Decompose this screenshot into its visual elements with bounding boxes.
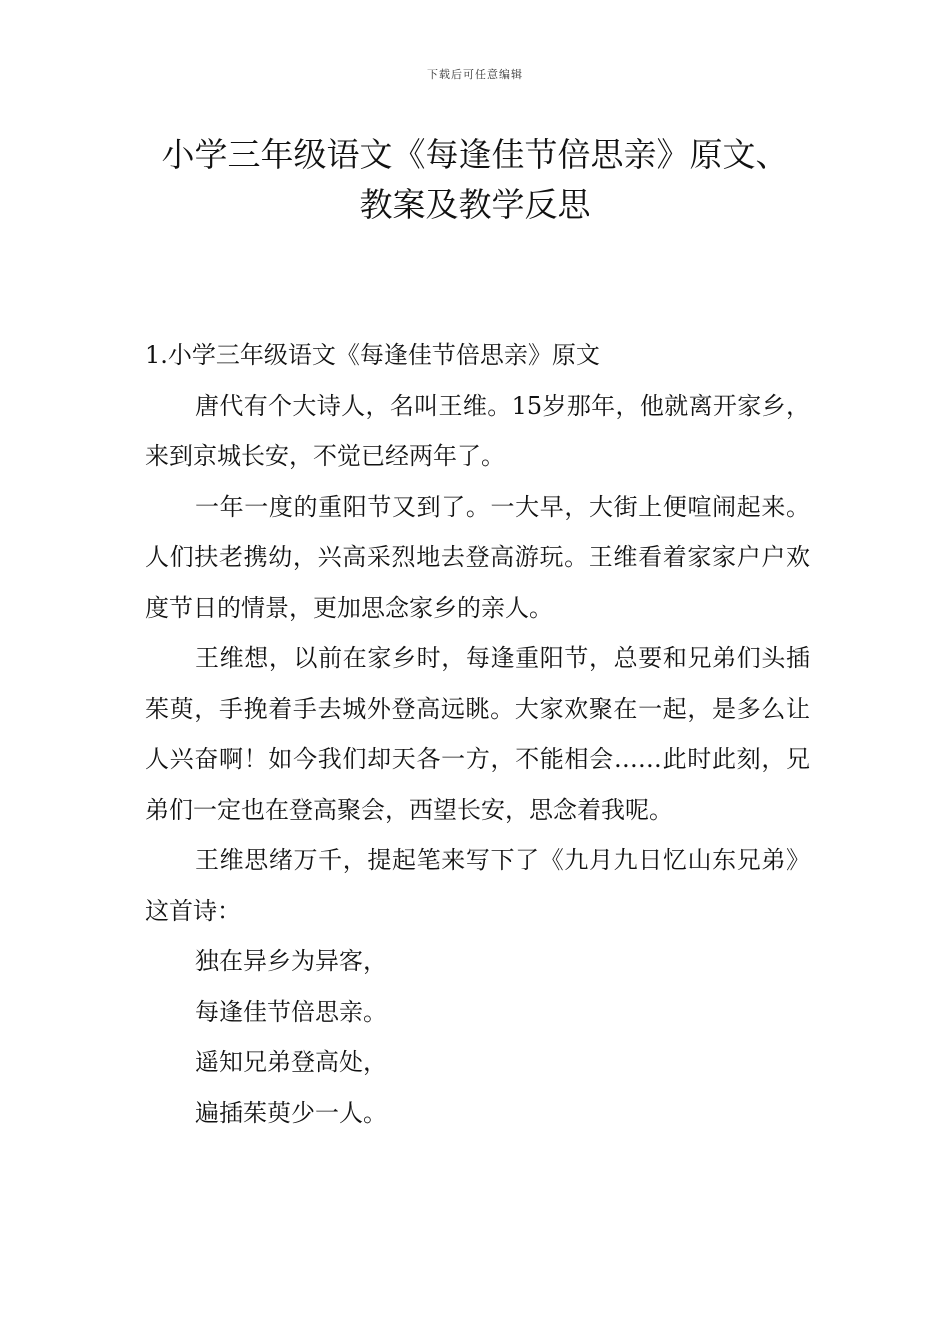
section-heading: 1.小学三年级语文《每逢佳节倍思亲》原文 [145,341,600,369]
poem-line: 遥知兄弟登高处， [195,1048,387,1076]
title-line-1: 小学三年级语文《每逢佳节倍思亲》原文、 [161,135,789,174]
paragraph: 王维想，以前在家乡时，每逢重阳节，总要和兄弟们头插茱萸，手挽着手去城外登高远眺。大家欢聚在一起，是多么让人兴奋啊！如今我们却天各一方，不能相会……此时此刻，兄弟们一定也在登高聚会，西望长安，思念着我呢。 [145,644,810,824]
paragraph: 唐代有个大诗人，名叫王维。15岁那年，他就离开家乡，来到京城长安，不觉已经两年了。 [145,391,810,470]
document-title [120,130,830,230]
document-body [145,330,810,1138]
poem-line: 每逢佳节倍思亲。 [195,997,387,1026]
poem-line: 独在异乡为异客， [195,947,387,975]
title-line-2: 教案及教学反思 [359,185,591,224]
poem-line: 遍插茱萸少一人。 [195,1098,387,1127]
header-note: 下载后可任意编辑 [427,68,523,81]
paragraph: 王维思绪万千，提起笔来写下了《九月九日忆山东兄弟》这首诗： [145,846,810,925]
paragraph: 一年一度的重阳节又到了。一大早，大街上便喧闹起来。人们扶老携幼，兴高采烈地去登高游玩。王维看着家家户户欢度节日的情景，更加思念家乡的亲人。 [145,492,810,622]
